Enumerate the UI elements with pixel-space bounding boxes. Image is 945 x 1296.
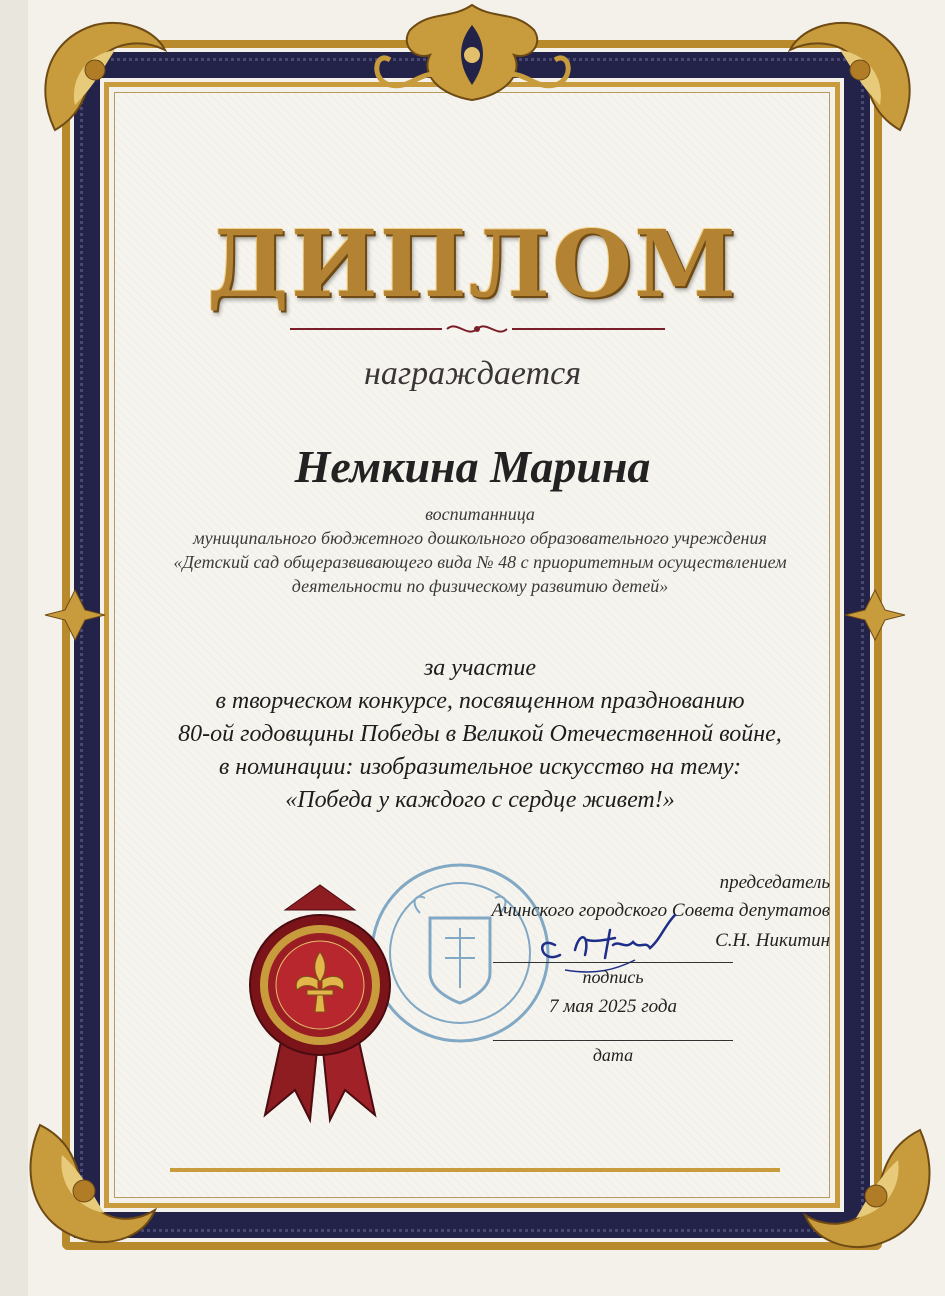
signature-line [493, 962, 733, 963]
org-line-1: воспитанница [425, 504, 535, 524]
date-line [493, 1040, 733, 1041]
signer-position-line-2: Ачинского городского Совета депутатов [491, 900, 830, 921]
reason-line-3: 80-ой годовщины Победы в Великой Отечественной войне, [178, 721, 782, 747]
corner-ornament-top-right [780, 10, 920, 150]
side-ornament-left [40, 585, 110, 645]
reason-line-5: «Победа у каждого с сердце живет!» [285, 787, 675, 813]
reason-line-2: в творческом конкурсе, посвященном празднованию [215, 688, 745, 714]
corner-ornament-top-left [35, 10, 175, 150]
awarded-label: награждается [363, 355, 582, 392]
title-underline-ornament [442, 320, 512, 338]
top-crest-ornament [370, 0, 575, 105]
org-line-4: деятельности по физическому развитию детей» [291, 576, 669, 596]
signer-name: С.Н. Никитин [715, 930, 830, 951]
rosette-ribbon-seal [245, 880, 395, 1125]
org-line-3: «Детский сад общеразвивающего вида № 48 с приоритетным осуществлением [173, 552, 787, 572]
signature-caption: подпись [582, 967, 644, 987]
corner-ornament-bottom-right [790, 1100, 940, 1260]
date-caption: дата [592, 1045, 634, 1065]
diploma-title: ДИПЛОМ [207, 210, 738, 318]
corner-ornament-bottom-left [20, 1095, 170, 1255]
org-line-2: муниципального бюджетного дошкольного образовательного учреждения [193, 528, 767, 548]
reason-line-1: за участие [423, 655, 537, 681]
organization-block [130, 502, 830, 598]
recipient-name: Немкина Марина [294, 441, 651, 492]
date-value: 7 мая 2025 года [549, 996, 677, 1017]
reason-line-4: в номинации: изобразительное искусство на тему: [218, 754, 742, 780]
signer-position-line-1: председатель [719, 872, 830, 893]
reason-block [120, 652, 840, 817]
side-ornament-right [840, 585, 910, 645]
bottom-gold-rule [170, 1168, 780, 1172]
